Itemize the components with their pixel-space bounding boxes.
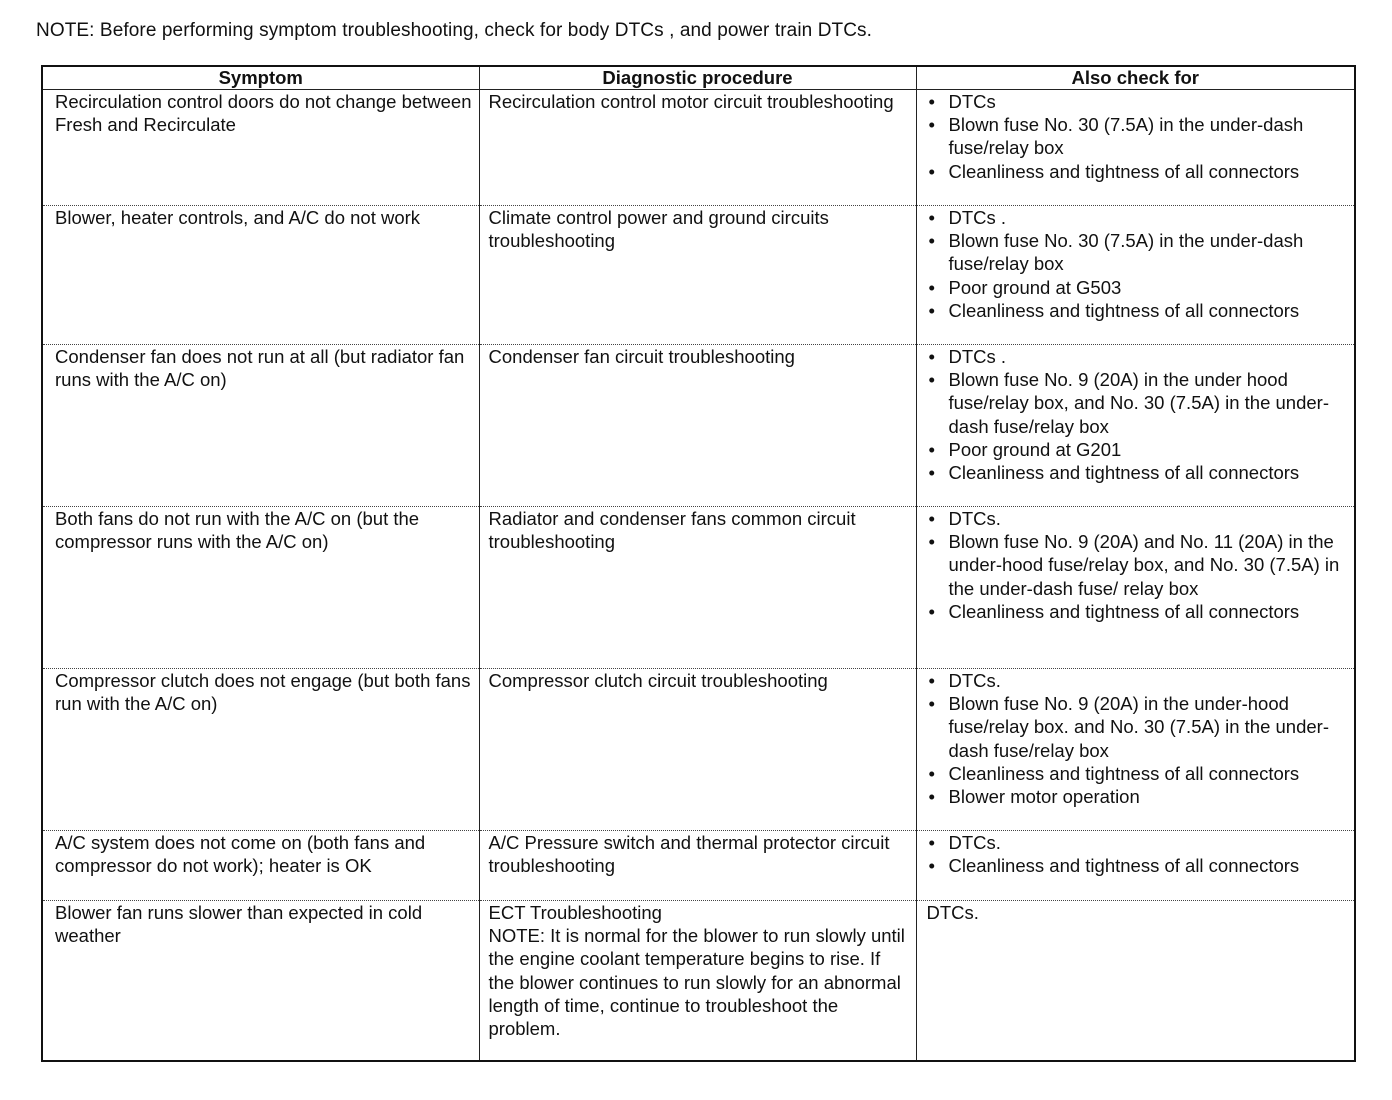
check-item: • Cleanliness and tightness of all connectors xyxy=(927,299,1347,322)
procedure-cell xyxy=(479,901,916,1061)
check-item: • DTCs . xyxy=(927,206,1347,229)
check-item: • Poor ground at G201 xyxy=(927,438,1347,461)
symptom-cell: Compressor clutch does not engage (but both fans run with the A/C on) xyxy=(42,669,479,831)
procedure-cell: Climate control power and ground circuits troubleshooting xyxy=(479,206,916,345)
procedure-note: NOTE: It is normal for the blower to run slowly until the engine coolant temperature begins to rise. If the blower continues to run slowly for an abnormal length of time, continue to troubleshoot the problem. xyxy=(488,925,905,1040)
symptom-cell: Both fans do not run with the A/C on (but the compressor runs with the A/C on) xyxy=(42,507,479,669)
header-row xyxy=(42,66,1355,90)
check-item: • Blown fuse No. 9 (20A) in the under-hood fuse/relay box. and No. 30 (7.5A) in the under-dash fuse/relay box xyxy=(927,692,1347,762)
check-item: • DTCs. xyxy=(927,831,1347,854)
check-item: • Cleanliness and tightness of all connectors xyxy=(927,762,1347,785)
procedure-cell: Condenser fan circuit troubleshooting xyxy=(479,345,916,507)
check-item: • Blown fuse No. 30 (7.5A) in the under-dash fuse/relay box xyxy=(927,229,1347,275)
procedure-cell: Recirculation control motor circuit troubleshooting xyxy=(479,90,916,206)
table-row xyxy=(42,90,1355,206)
checks-cell xyxy=(916,901,1355,1061)
check-item: • Cleanliness and tightness of all connectors xyxy=(927,160,1347,183)
page-note: NOTE: Before performing symptom troubleshooting, check for body DTCs , and power train DTCs. xyxy=(36,20,873,41)
header-symptom: Symptom xyxy=(42,66,479,90)
check-item: • Blower motor operation xyxy=(927,785,1347,808)
symptom-cell: Blower fan runs slower than expected in cold weather xyxy=(42,901,479,1061)
checks-cell xyxy=(916,345,1355,507)
header-diagnostic-procedure: Diagnostic procedure xyxy=(479,66,916,90)
table-row xyxy=(42,345,1355,507)
table-row xyxy=(42,901,1355,1061)
check-item: • Cleanliness and tightness of all connectors xyxy=(927,854,1347,877)
table-row xyxy=(42,669,1355,831)
procedure-cell: Radiator and condenser fans common circuit troubleshooting xyxy=(479,507,916,669)
table-row xyxy=(42,206,1355,345)
check-item: • DTCs xyxy=(927,90,1347,113)
check-item: • Cleanliness and tightness of all connectors xyxy=(927,600,1347,623)
check-item: • DTCs. xyxy=(927,507,1347,530)
checks-cell xyxy=(916,206,1355,345)
procedure-cell: A/C Pressure switch and thermal protector circuit troubleshooting xyxy=(479,831,916,901)
checks-cell xyxy=(916,669,1355,831)
check-item: DTCs. xyxy=(926,902,979,923)
symptom-cell: Blower, heater controls, and A/C do not work xyxy=(42,206,479,345)
table-row xyxy=(42,507,1355,669)
check-item: • DTCs . xyxy=(927,345,1347,368)
header-also-check-for: Also check for xyxy=(916,66,1355,90)
symptom-cell: A/C system does not come on (both fans and compressor do not work); heater is OK xyxy=(42,831,479,901)
check-item: • Poor ground at G503 xyxy=(927,276,1347,299)
check-item: • DTCs. xyxy=(927,669,1347,692)
procedure-cell: Compressor clutch circuit troubleshooting xyxy=(479,669,916,831)
symptom-troubleshooting-table xyxy=(41,65,1356,1062)
checks-cell xyxy=(916,90,1355,206)
check-item: • Blown fuse No. 30 (7.5A) in the under-dash fuse/relay box xyxy=(927,113,1347,159)
symptom-cell: Recirculation control doors do not change between Fresh and Recirculate xyxy=(42,90,479,206)
check-item: • Blown fuse No. 9 (20A) in the under hood fuse/relay box, and No. 30 (7.5A) in the under-dash fuse/relay box xyxy=(927,368,1347,438)
procedure-title: ECT Troubleshooting xyxy=(488,902,662,923)
checks-cell xyxy=(916,507,1355,669)
symptom-cell: Condenser fan does not run at all (but radiator fan runs with the A/C on) xyxy=(42,345,479,507)
check-item: • Cleanliness and tightness of all connectors xyxy=(927,461,1347,484)
checks-cell xyxy=(916,831,1355,901)
check-item: • Blown fuse No. 9 (20A) and No. 11 (20A) in the under-hood fuse/relay box, and No. 30 (7.5A) in the under-dash fuse/ relay box xyxy=(927,530,1347,600)
table-row xyxy=(42,831,1355,901)
